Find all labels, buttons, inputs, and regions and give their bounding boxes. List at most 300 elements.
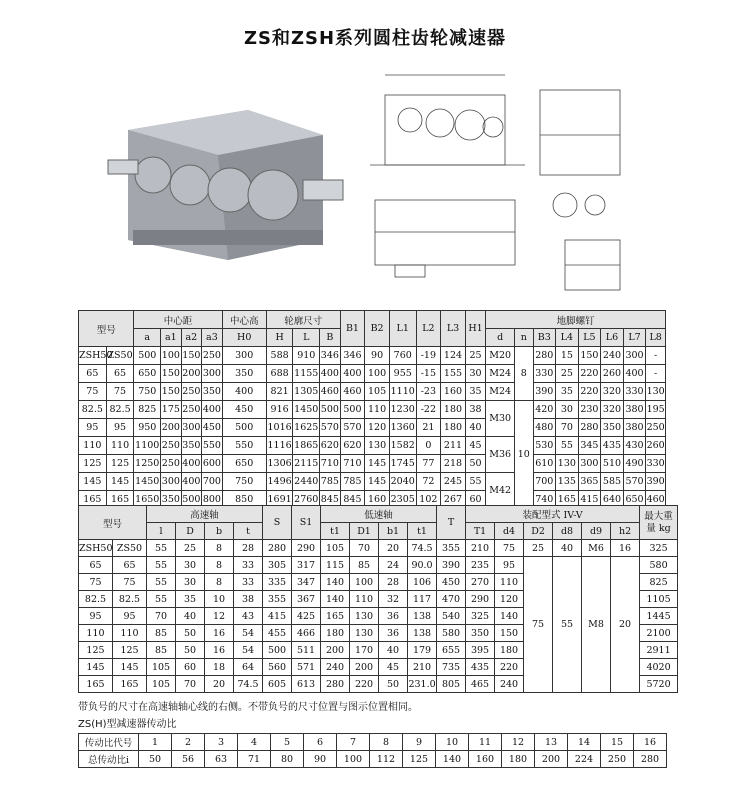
table-cell: 155 [441,365,466,383]
table-cell: 4 [238,734,271,751]
table-cell: 75 [79,574,113,591]
table-cell: 320 [601,401,624,419]
table-cell: ZS50 [113,540,147,557]
table-cell: 90.0 [408,557,437,574]
table-cell: 805 [437,676,466,693]
table-cell: 750 [134,383,161,401]
table-cell: 55 [147,540,176,557]
table-cell: 75 [79,383,107,401]
table-cell: 218 [441,455,466,473]
table-cell: 82.5 [113,591,147,608]
table-cell: 571 [292,659,321,676]
table-cell: 605 [263,676,292,693]
table-cell: 75 [106,383,134,401]
table-row [79,419,666,437]
table-cell: 585 [601,473,624,491]
table-cell: 510 [601,455,624,473]
table-cell: 750 [222,473,266,491]
table-cell: 250 [181,383,202,401]
table-cell: 165 [79,676,113,693]
table-cell: 620 [320,437,341,455]
header-center-distance: 中心距 [134,311,222,329]
table-cell: 346 [340,347,365,365]
table-cell: 18 [205,659,234,676]
table-cell: 165 [556,491,579,509]
table-cell: 305 [263,557,292,574]
table-cell: 245 [441,473,466,491]
table-cell: 145 [113,659,147,676]
table-cell: 1230 [389,401,416,419]
table-cell: 367 [292,591,321,608]
table-cell: 15 [601,734,634,751]
table-cell: 700 [533,473,556,491]
table-cell: 8 [515,347,533,401]
table-cell: 460 [340,383,365,401]
table-cell: 82.5 [106,401,134,419]
table-cell: -22 [416,401,441,419]
table-cell: 165 [79,491,107,509]
table-cell: 1650 [134,491,161,509]
table-cell: 125 [79,455,107,473]
table-cell: 390 [437,557,466,574]
table-cell: 250 [181,401,202,419]
table-cell: 2100 [640,625,678,642]
table-cell: 390 [533,383,556,401]
table-cell: 95 [79,419,107,437]
table-cell: 110 [79,625,113,642]
table-cell: 260 [646,437,666,455]
table-cell: 2440 [293,473,320,491]
table-row [79,455,666,473]
table-cell: 105 [321,540,350,557]
table-cell: 63 [205,751,238,768]
table-cell: 64 [234,659,263,676]
table-cell: 1582 [389,437,416,455]
table-cell: 110 [365,401,390,419]
table-cell: 60 [465,491,486,509]
table-cell: 395 [466,642,495,659]
table-cell: 165 [321,608,350,625]
table-cell: 435 [601,437,624,455]
table-cell: 240 [495,676,524,693]
table-cell: 1865 [293,437,320,455]
table-cell: 346 [320,347,341,365]
table-cell: 300 [202,365,223,383]
table-cell: 12 [205,608,234,625]
table-cell: 138 [408,625,437,642]
table-cell: 16 [205,642,234,659]
table-cell: 588 [266,347,293,365]
table-cell: 655 [437,642,466,659]
table-cell: 90 [365,347,390,365]
table-cell: 500 [320,401,341,419]
table-cell: 470 [437,591,466,608]
table-cell: 124 [441,347,466,365]
table-cell: 135 [556,473,579,491]
table-cell: 250 [161,455,182,473]
table-cell: 120 [365,419,390,437]
table-cell: 8 [370,734,403,751]
table-cell: 30 [465,365,486,383]
table-row [79,347,666,365]
table-cell: 640 [601,491,624,509]
table-cell: 55 [465,473,486,491]
table-cell: 54 [234,642,263,659]
table-cell: - [646,365,666,383]
table-cell: 300 [161,473,182,491]
table-cell: 650 [134,365,161,383]
table-cell: 40 [465,419,486,437]
table-cell: 290 [466,591,495,608]
table-cell: 1450 [134,473,161,491]
table-cell: 10 [515,401,533,509]
table-cell: 40 [379,642,408,659]
table-cell: 65 [79,557,113,574]
page-title: ZS和ZSH系列圆柱齿轮减速器 [243,28,507,49]
table-cell: 330 [646,455,666,473]
table-cell: 270 [466,574,495,591]
table-cell: 1306 [266,455,293,473]
table-cell: 40 [553,540,582,557]
table-cell: 570 [340,419,365,437]
table-cell: 220 [350,676,379,693]
table-cell: 65 [79,365,107,383]
table-cell: 2 [172,734,205,751]
table-cell: 550 [202,437,223,455]
table-cell: 1016 [266,419,293,437]
table-cell: ZSH50 [79,347,107,365]
table-cell: 540 [437,608,466,625]
table-cell: 345 [578,437,601,455]
table-cell: 50 [379,676,408,693]
table-cell: 240 [601,347,624,365]
table-cell: 710 [320,455,341,473]
table-cell: 50 [176,642,205,659]
table-cell: 25 [465,347,486,365]
table-cell: 240 [321,659,350,676]
table-cell: 25 [524,540,553,557]
table-cell: 5 [271,734,304,751]
table-cell: 145 [106,473,134,491]
table-cell: 4020 [640,659,678,676]
table-cell: 460 [646,491,666,509]
table-cell: 35 [556,383,579,401]
table-row [79,473,666,491]
table-cell: 425 [292,608,321,625]
table-cell: 1691 [266,491,293,509]
table-cell: 15 [556,347,579,365]
table-cell: 130 [350,625,379,642]
ratio-table [78,733,667,768]
table-cell: 224 [568,751,601,768]
header-anchor-bolt: 地脚螺钉 [486,311,666,329]
table-cell: 250 [646,419,666,437]
table-cell: 280 [263,540,292,557]
table-cell: 140 [321,574,350,591]
table-cell: 130 [556,455,579,473]
table-cell: 16 [634,734,667,751]
table-cell: 480 [533,419,556,437]
table-cell: 55 [553,557,582,693]
table-cell: 117 [408,591,437,608]
table-cell: 32 [379,591,408,608]
table-cell: 8 [205,540,234,557]
table-cell: 160 [365,491,390,509]
table-cell: 100 [161,347,182,365]
table-cell: 1625 [293,419,320,437]
table-cell: 5720 [640,676,678,693]
table-cell: 511 [292,642,321,659]
table-cell: 55 [147,574,176,591]
table-cell: 35 [176,591,205,608]
table-cell: 740 [533,491,556,509]
table-cell: 85 [147,642,176,659]
table-cell: 490 [623,455,646,473]
table-cell: 16 [205,625,234,642]
table-cell: 125 [403,751,436,768]
table-cell: 821 [266,383,293,401]
table-cell: 160 [441,383,466,401]
table-cell: 140 [495,608,524,625]
table-cell: 25 [176,540,205,557]
table-cell: 11 [469,734,502,751]
table-cell: 50 [139,751,172,768]
table-cell: 8 [205,574,234,591]
header-low-speed-shaft: 低速轴 [321,506,437,523]
table-cell: 130 [365,437,390,455]
ratio-table-caption: ZS(H)型减速器传动比 [78,719,177,730]
table-cell: 130 [646,383,666,401]
header-max-weight: 最大重量 kg [640,506,678,540]
table-cell: 125 [113,642,147,659]
table-cell: 110 [79,437,107,455]
table-row [79,437,666,455]
table-cell: 650 [623,491,646,509]
table-cell: 211 [441,437,466,455]
table-cell: 267 [441,491,466,509]
table-cell: 70 [176,676,205,693]
table-cell: 165 [106,491,134,509]
table-cell: 165 [113,676,147,693]
table-cell: 40 [176,608,205,625]
table-cell: 20 [205,676,234,693]
table-cell: 350 [466,625,495,642]
table-row [79,557,678,574]
table-cell: 14 [568,734,601,751]
table-cell: 916 [266,401,293,419]
dimension-drawings [365,65,645,300]
table-cell: 430 [623,437,646,455]
table-cell: 150 [161,383,182,401]
table-cell: 110 [113,625,147,642]
table-cell: 785 [320,473,341,491]
table-cell: 150 [181,347,202,365]
table-cell: 85 [350,557,379,574]
table-cell: 455 [263,625,292,642]
table-cell: M36 [486,437,515,473]
table-cell: 1250 [134,455,161,473]
table-cell: 760 [389,347,416,365]
table-cell: 500 [340,401,365,419]
ratio-code-row: 传动比代号 1 2 3 4 5 6 7 8 9 10 11 12 13 14 15 16 [79,734,667,751]
table-cell: 140 [321,591,350,608]
table-cell: 910 [293,347,320,365]
table-cell: 200 [535,751,568,768]
table-cell: 250 [601,751,634,768]
table-row [79,383,666,401]
table-cell: 350 [222,365,266,383]
table-cell: 800 [202,491,223,509]
table-cell: 415 [578,491,601,509]
table-cell: 350 [161,491,182,509]
table-cell: 845 [340,491,365,509]
table-cell: 70 [350,540,379,557]
table-cell: 450 [437,574,466,591]
table-cell: 350 [601,419,624,437]
table-cell: 110 [106,437,134,455]
table-cell: 65 [113,557,147,574]
table-cell: 25 [556,365,579,383]
table-cell: 300 [181,419,202,437]
table-cell: 110 [495,574,524,591]
table-cell: 33 [234,557,263,574]
table-cell: 105 [365,383,390,401]
table-cell: 100 [365,365,390,383]
table-cell: M24 [486,365,515,383]
table-cell: 1105 [640,591,678,608]
table-cell: ZSH50 [79,540,113,557]
table-cell: 56 [172,751,205,768]
table-cell: 60 [176,659,205,676]
table-cell: 75 [524,557,553,693]
table-cell: 55 [147,591,176,608]
header-high-speed-shaft: 高速轴 [147,506,263,523]
table-cell: 380 [623,401,646,419]
table-cell: 95 [106,419,134,437]
table-cell: 13 [535,734,568,751]
table-cell: 280 [533,347,556,365]
table-cell: 355 [263,591,292,608]
table-cell: 785 [340,473,365,491]
table-cell: 138 [408,608,437,625]
table-cell: 610 [533,455,556,473]
table-cell: 36 [379,625,408,642]
table-cell: 400 [340,365,365,383]
table-cell: M42 [486,473,515,509]
table-cell: 620 [340,437,365,455]
table-cell: 210 [408,659,437,676]
header-center-height: 中心高 [222,311,266,329]
ratio-value-row: 总传动比i 50 56 63 71 80 90 100 112 125 140 160 180 200 224 250 280 [79,751,667,768]
table-cell: 220 [495,659,524,676]
table-cell: 825 [640,574,678,591]
table-cell: 613 [292,676,321,693]
table-cell: 180 [441,401,466,419]
table-cell: 75 [495,540,524,557]
table-cell: 70 [556,419,579,437]
table-cell: 12 [502,734,535,751]
table-cell: 2911 [640,642,678,659]
table-cell: 145 [79,473,107,491]
table-cell: 200 [181,365,202,383]
table-cell: 85 [147,625,176,642]
table-cell: 170 [350,642,379,659]
table-cell: 450 [202,419,223,437]
table-cell: 300 [222,347,266,365]
table-cell: 1305 [293,383,320,401]
table-cell: 35 [465,383,486,401]
table-cell: 325 [466,608,495,625]
table-cell: 175 [161,401,182,419]
table-cell: 435 [466,659,495,676]
table-cell: 82.5 [79,591,113,608]
table-cell: 28 [234,540,263,557]
table-cell: 106 [408,574,437,591]
table-cell: 28 [379,574,408,591]
table-cell: M20 [486,347,515,365]
table-cell: 75 [113,574,147,591]
header-model: 型号 [79,506,147,540]
table-cell: 1450 [293,401,320,419]
table-cell: 710 [340,455,365,473]
table-cell: 45 [465,437,486,455]
table-cell: 560 [263,659,292,676]
table-cell: 580 [640,557,678,574]
table-cell: 65 [106,365,134,383]
table-cell: 235 [466,557,495,574]
table-cell: 850 [222,491,266,509]
table-cell: 500 [181,491,202,509]
dimension-table: 型号 中心距 中心高 轮廓尺寸 B1 B2 L1 L2 L3 H1 地脚螺钉 a a1 a2 a3 H0 H L B d n B3 L4 L5 L6 L7 L8 ZSH50 ZS50 500 100 150 250 300 588 910 346 346 90 760 -19 124 25 M20 8 280 15 150 240 300 - 65 65 650 150 200 300 350 688 1155 400 400 100 955 -15 155 30 M24 330 25 220 260 400 - 75 75 750 150 250 350 400 821 1305 460 460 105 1110 -23 160 35 M24 390 35 220 320 330 130 82.5 82.5 825 175 250 400 450 916 1450 500 500 110 1230 -22 180 38 M30 10 420 30 230 320 380 195 95 95 950 200 300 450 500 1016 1625 570 570 120 1360 21 180 40 480 70 280 350 380 250 110 110 1100 250 350 550 550 1116 1865 620 620 130 1582 0 211 45 M36 530 55 345 435 430 260 125 125 1250 250 400 600 650 1306 2115 710 710 145 1745 77 218 50 610 130 300 510 490 330 145 145 1450 300 400 700 750 1496 2440 785 785 145 2040 72 245 55 M42 700 135 365 585 570 390 165 165 1650 350 500 800 850 1691 2760 845 845 160 2305 102 267 60 740 165 415 640 650 460 [78,310,666,509]
table-cell: 320 [601,383,624,401]
table-cell: 30 [176,574,205,591]
table-cell: 112 [370,751,403,768]
table-cell: 1155 [293,365,320,383]
table-cell: -19 [416,347,441,365]
table-cell: 330 [623,383,646,401]
table-cell: 54 [234,625,263,642]
table-cell: 130 [350,608,379,625]
table-cell: M8 [582,557,611,693]
table-cell: 100 [350,574,379,591]
header-assembly-type: 装配型式 IV-V [466,506,640,523]
table-cell: 230 [578,401,601,419]
table-cell: 290 [292,540,321,557]
table-cell: 355 [437,540,466,557]
table-cell: 420 [533,401,556,419]
table-cell: 365 [578,473,601,491]
table-cell: 380 [623,419,646,437]
table-cell: 6 [304,734,337,751]
table-cell: 280 [578,419,601,437]
table-cell: 90 [304,751,337,768]
dimension-table-body [79,347,666,509]
table-cell: 150 [578,347,601,365]
table-cell: 150 [495,625,524,642]
table-cell: 145 [79,659,113,676]
table-cell: M30 [486,401,515,437]
table-cell: 200 [161,419,182,437]
table-cell: 2760 [293,491,320,509]
table-cell: 550 [222,437,266,455]
table-cell: 120 [495,591,524,608]
table-cell: 200 [350,659,379,676]
table-cell: 350 [202,383,223,401]
table-cell: 3 [205,734,238,751]
table-cell: 450 [222,401,266,419]
table-cell: 50 [176,625,205,642]
table-cell: 110 [350,591,379,608]
